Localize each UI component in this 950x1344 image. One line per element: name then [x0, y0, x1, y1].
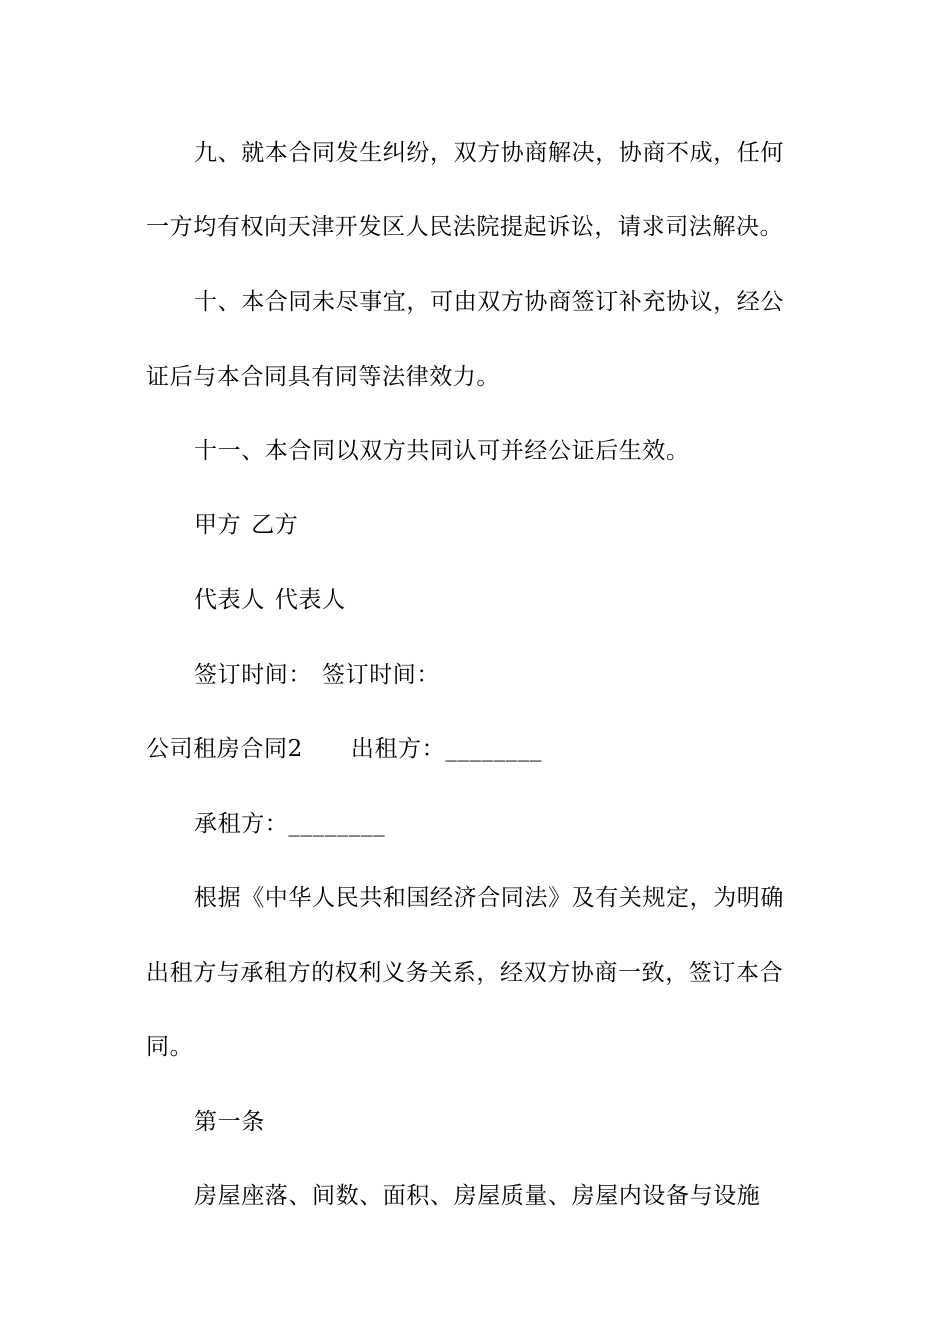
rep-b-label: 代表人 — [274, 587, 346, 613]
lessor-field: 出租方：________ — [350, 736, 543, 762]
preamble-line-3: 同。 — [146, 1034, 194, 1060]
article-1-heading: 第一条 — [194, 1109, 265, 1135]
contract-2-heading-line — [146, 734, 806, 764]
clause-9-line-1: 九、就本合同发生纠纷，双方协商解决，协商不成，任何 — [194, 140, 784, 166]
sign-time-b: 签订时间： — [322, 662, 440, 688]
sign-time-a: 签订时间： — [194, 662, 312, 688]
party-a-label: 甲方 — [194, 512, 242, 538]
representatives-line — [194, 585, 806, 615]
clause-10-line-1: 十、本合同未尽事宜，可由双方协商签订补充协议，经公 — [194, 289, 784, 315]
parties-line — [194, 510, 806, 540]
lessee-field: 承租方：________ — [194, 811, 386, 837]
preamble-line-1: 根据《中华人民共和国经济合同法》及有关规定，为明确 — [194, 885, 784, 911]
preamble-line-2: 出租方与承租方的权利义务关系，经双方协商一致，签订本合 — [146, 960, 784, 986]
clause-9-line-2: 一方均有权向天津开发区人民法院提起诉讼，请求司法解决。 — [146, 214, 784, 240]
sign-time-line — [194, 660, 806, 690]
clause-10-line-2: 证后与本合同具有同等法律效力。 — [146, 364, 500, 390]
contract-2-title: 公司租房合同2 — [146, 736, 303, 762]
article-1-text: 房屋座落、间数、面积、房屋质量、房屋内设备与设施 — [194, 1183, 761, 1209]
party-b-label: 乙方 — [251, 512, 299, 538]
rep-a-label: 代表人 — [194, 587, 265, 613]
clause-11: 十一、本合同以双方共同认可并经公证后生效。 — [194, 438, 690, 464]
